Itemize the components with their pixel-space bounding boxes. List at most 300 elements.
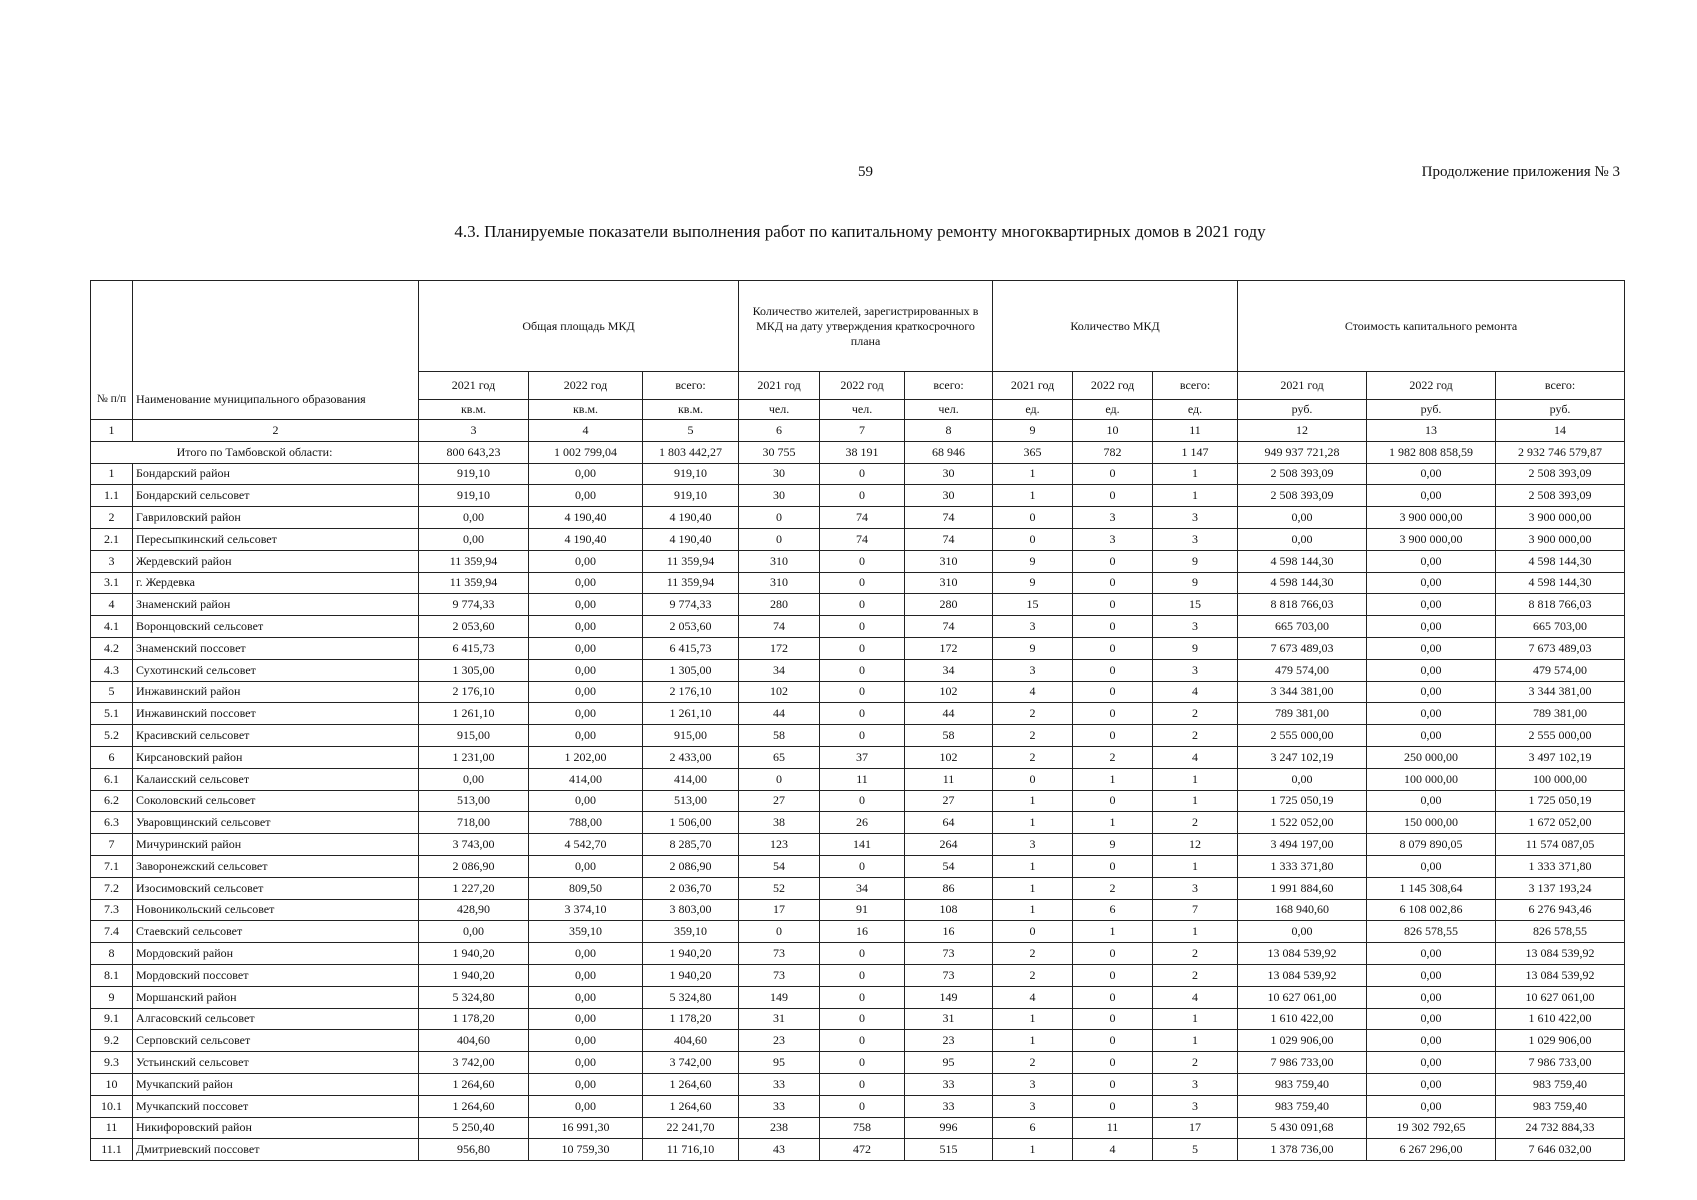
cell-value: 8 079 890,05 [1367,834,1496,856]
cell-value: 2 086,90 [419,855,529,877]
cell-value: 4 598 144,30 [1238,572,1367,594]
cell-value: 7 986 733,00 [1496,1052,1625,1074]
cell-value: 0,00 [529,594,643,616]
cell-value: 0 [1073,572,1153,594]
cell-num: 7.3 [91,899,133,921]
cell-value: 0 [820,1095,905,1117]
table-row [91,1052,1625,1074]
cell-num: 3 [91,550,133,572]
cell-value: 1 940,20 [419,964,529,986]
column-number: 12 [1238,420,1367,442]
cell-value: 2 [1073,746,1153,768]
cell-value: 1 178,20 [419,1008,529,1030]
cell-num: 3.1 [91,572,133,594]
cell-value: 1 [993,485,1073,507]
cell-value: 0,00 [1367,1008,1496,1030]
cell-value: 3 [1153,616,1238,638]
cell-value: 0,00 [1367,1073,1496,1095]
cell-value: 0 [1073,550,1153,572]
table-row [91,790,1625,812]
cell-value: 0 [1073,790,1153,812]
cell-value: 983 759,40 [1238,1095,1367,1117]
cell-value: 1 [1153,790,1238,812]
cell-value: 2 508 393,09 [1238,485,1367,507]
cell-value: 13 084 539,92 [1496,943,1625,965]
cell-value: 9 [993,572,1073,594]
cell-value: 2 053,60 [643,616,739,638]
cell-value: 365 [993,441,1073,463]
cell-value: 11 [820,768,905,790]
capital-repair-table [90,280,1625,1161]
cell-value: 13 084 539,92 [1496,964,1625,986]
cell-num: 6 [91,746,133,768]
cell-name: Уваровщинский сельсовет [133,812,419,834]
cell-value: 5 250,40 [419,1117,529,1139]
cell-value: 1 [993,812,1073,834]
cell-value: 7 986 733,00 [1238,1052,1367,1074]
cell-value: 1 982 808 858,59 [1367,441,1496,463]
cell-value: 665 703,00 [1238,616,1367,638]
cell-name: Кирсановский район [133,746,419,768]
cell-value: 1 [993,1008,1073,1030]
table-row [91,768,1625,790]
cell-value: 0 [820,550,905,572]
cell-value: 1 264,60 [643,1073,739,1095]
header-total: всего: [1496,372,1625,400]
cell-value: 1 940,20 [419,943,529,965]
cell-value: 0 [820,855,905,877]
table-row [91,877,1625,899]
header-year-2021: 2021 год [993,372,1073,400]
cell-value: 0,00 [529,1095,643,1117]
cell-value: 0,00 [1367,485,1496,507]
cell-value: 54 [905,855,993,877]
cell-value: 0 [820,964,905,986]
column-number: 1 [91,420,133,442]
cell-value: 1 [1153,485,1238,507]
cell-value: 102 [739,681,820,703]
cell-value: 404,60 [419,1030,529,1052]
cell-num: 11.1 [91,1139,133,1161]
cell-value: 3 900 000,00 [1367,528,1496,550]
cell-value: 2 176,10 [643,681,739,703]
cell-value: 0,00 [529,725,643,747]
cell-value: 1 333 371,80 [1238,855,1367,877]
cell-value: 0 [993,921,1073,943]
cell-value: 0 [820,1052,905,1074]
cell-value: 4 190,40 [643,507,739,529]
cell-value: 2 053,60 [419,616,529,638]
cell-value: 3 803,00 [643,899,739,921]
cell-value: 4 598 144,30 [1496,550,1625,572]
cell-value: 3 [993,659,1073,681]
cell-value: 9 [993,637,1073,659]
cell-name: Алгасовский сельсовет [133,1008,419,1030]
cell-value: 73 [905,943,993,965]
cell-value: 0,00 [419,921,529,943]
cell-value: 7 673 489,03 [1238,637,1367,659]
column-number: 10 [1073,420,1153,442]
page-number: 59 [858,164,873,180]
cell-value: 1 [1153,1008,1238,1030]
cell-value: 11 359,94 [643,550,739,572]
header-num: № п/п [91,281,133,420]
cell-value: 1 264,60 [643,1095,739,1117]
cell-value: 310 [905,550,993,572]
unit-rub: руб. [1238,400,1367,420]
table-row [91,899,1625,921]
page-title: 4.3. Планируемые показатели выполнения работ по капитальному ремонту многоквартирных домов в 2021 году [454,222,1266,241]
cell-value: 1 [993,463,1073,485]
cell-value: 141 [820,834,905,856]
cell-value: 919,10 [419,463,529,485]
cell-value: 782 [1073,441,1153,463]
cell-value: 100 000,00 [1496,768,1625,790]
cell-value: 919,10 [643,485,739,507]
cell-value: 1 725 050,19 [1238,790,1367,812]
cell-value: 1 231,00 [419,746,529,768]
cell-value: 0,00 [1367,616,1496,638]
header-year-2022: 2022 год [529,372,643,400]
cell-value: 2 [1153,725,1238,747]
cell-value: 0 [820,725,905,747]
cell-value: 1 [1153,463,1238,485]
header-area: Общая площадь МКД [419,281,739,372]
cell-value: 0 [1073,681,1153,703]
cell-value: 34 [820,877,905,899]
cell-value: 0 [820,1073,905,1095]
cell-value: 1 725 050,19 [1496,790,1625,812]
cell-value: 3 374,10 [529,899,643,921]
cell-value: 1 227,20 [419,877,529,899]
table-row [91,507,1625,529]
cell-value: 0,00 [1367,637,1496,659]
cell-value: 108 [905,899,993,921]
cell-value: 0,00 [1367,550,1496,572]
cell-value: 16 [905,921,993,943]
cell-value: 0 [993,768,1073,790]
cell-num: 10.1 [91,1095,133,1117]
cell-value: 1 264,60 [419,1073,529,1095]
header-year-2022: 2022 год [1073,372,1153,400]
cell-name: Воронцовский сельсовет [133,616,419,638]
cell-value: 1 [993,877,1073,899]
cell-name: Устьинский сельсовет [133,1052,419,1074]
column-numbers-row [91,420,1625,442]
cell-value: 7 646 032,00 [1496,1139,1625,1161]
cell-num: 1.1 [91,485,133,507]
cell-name: Мордовский район [133,943,419,965]
column-number: 14 [1496,420,1625,442]
cell-value: 31 [739,1008,820,1030]
cell-value: 149 [739,986,820,1008]
cell-num: 9 [91,986,133,1008]
cell-value: 5 430 091,68 [1238,1117,1367,1139]
table-row [91,485,1625,507]
cell-value: 4 [993,681,1073,703]
cell-value: 16 [820,921,905,943]
cell-name: Жердевский район [133,550,419,572]
cell-value: 479 574,00 [1496,659,1625,681]
table-row [91,855,1625,877]
cell-value: 414,00 [643,768,739,790]
cell-num: 9.2 [91,1030,133,1052]
table-row [91,834,1625,856]
table-row [91,659,1625,681]
table-row [91,703,1625,725]
cell-name: Бондарский район [133,463,419,485]
cell-value: 0,00 [529,550,643,572]
cell-num: 8.1 [91,964,133,986]
cell-value: 15 [1153,594,1238,616]
cell-num: 4.2 [91,637,133,659]
header-total: всего: [1153,372,1238,400]
cell-value: 17 [739,899,820,921]
cell-value: 38 191 [820,441,905,463]
table-row [91,1073,1625,1095]
cell-value: 64 [905,812,993,834]
cell-value: 0 [1073,964,1153,986]
cell-value: 34 [905,659,993,681]
cell-value: 27 [739,790,820,812]
cell-value: 2 [993,746,1073,768]
cell-value: 38 [739,812,820,834]
cell-value: 0,00 [529,659,643,681]
header-year-2022: 2022 год [820,372,905,400]
cell-value: 73 [905,964,993,986]
cell-value: 2 086,90 [643,855,739,877]
column-number: 13 [1367,420,1496,442]
table-row [91,1008,1625,1030]
cell-value: 0 [1073,1073,1153,1095]
cell-value: 826 578,55 [1496,921,1625,943]
cell-value: 3 247 102,19 [1238,746,1367,768]
cell-name: Моршанский район [133,986,419,1008]
table-row [91,1117,1625,1139]
table-row [91,1095,1625,1117]
cell-value: 515 [905,1139,993,1161]
header-year-2021: 2021 год [739,372,820,400]
cell-value: 404,60 [643,1030,739,1052]
cell-value: 0 [820,485,905,507]
cell-value: 0,00 [1367,1052,1496,1074]
cell-value: 4 542,70 [529,834,643,856]
cell-num: 4.1 [91,616,133,638]
cell-value: 4 [1153,746,1238,768]
cell-value: 0 [820,790,905,812]
cell-value: 1 145 308,64 [1367,877,1496,899]
cell-value: 9 [1153,550,1238,572]
cell-name: Никифоровский район [133,1117,419,1139]
cell-name: Дмитриевский поссовет [133,1139,419,1161]
cell-value: 11 359,94 [419,550,529,572]
cell-value: 3 [1073,528,1153,550]
cell-value: 58 [739,725,820,747]
cell-value: 0,00 [1367,1030,1496,1052]
cell-value: 1 506,00 [643,812,739,834]
cell-value: 0 [739,528,820,550]
cell-value: 11 359,94 [419,572,529,594]
cell-value: 33 [739,1073,820,1095]
column-number: 2 [133,420,419,442]
cell-value: 359,10 [643,921,739,943]
cell-value: 95 [905,1052,993,1074]
cell-value: 2 [993,725,1073,747]
cell-value: 1 991 884,60 [1238,877,1367,899]
unit-people: чел. [905,400,993,420]
cell-value: 31 [905,1008,993,1030]
cell-value: 11 716,10 [643,1139,739,1161]
cell-value: 1 029 906,00 [1496,1030,1625,1052]
cell-value: 19 302 792,65 [1367,1117,1496,1139]
cell-name: Инжавинский поссовет [133,703,419,725]
cell-value: 1 [1073,921,1153,943]
cell-value: 0,00 [529,1008,643,1030]
cell-value: 11 574 087,05 [1496,834,1625,856]
cell-value: 250 000,00 [1367,746,1496,768]
header-year-2022: 2022 год [1367,372,1496,400]
cell-value: 86 [905,877,993,899]
cell-value: 172 [905,637,993,659]
cell-value: 4 [1153,681,1238,703]
cell-value: 0,00 [529,964,643,986]
cell-value: 26 [820,812,905,834]
cell-value: 0,00 [419,507,529,529]
cell-value: 0,00 [1367,572,1496,594]
cell-value: 0 [820,703,905,725]
cell-value: 73 [739,943,820,965]
cell-value: 280 [905,594,993,616]
cell-value: 6 276 943,46 [1496,899,1625,921]
cell-value: 1 [993,1139,1073,1161]
cell-value: 2 [1153,812,1238,834]
cell-value: 1 [1153,855,1238,877]
cell-value: 149 [905,986,993,1008]
cell-value: 2 [1153,943,1238,965]
cell-value: 0,00 [1238,507,1367,529]
cell-name: Серповский сельсовет [133,1030,419,1052]
cell-value: 0,00 [1367,703,1496,725]
unit-area: кв.м. [643,400,739,420]
cell-num: 1 [91,463,133,485]
cell-value: 0,00 [1238,921,1367,943]
cell-name: Знаменский поссовет [133,637,419,659]
cell-value: 8 285,70 [643,834,739,856]
cell-value: 1 002 799,04 [529,441,643,463]
table-row [91,964,1625,986]
cell-value: 102 [905,681,993,703]
cell-value: 789 381,00 [1238,703,1367,725]
cell-value: 0,00 [1367,725,1496,747]
cell-value: 800 643,23 [419,441,529,463]
cell-value: 1 [993,1030,1073,1052]
cell-value: 24 732 884,33 [1496,1117,1625,1139]
cell-value: 2 [993,964,1073,986]
cell-value: 1 [1153,1030,1238,1052]
cell-name: Знаменский район [133,594,419,616]
cell-value: 30 [739,463,820,485]
cell-value: 9 774,33 [643,594,739,616]
cell-value: 0,00 [529,790,643,812]
cell-value: 1 [993,899,1073,921]
cell-value: 3 [993,834,1073,856]
cell-value: 0 [820,659,905,681]
cell-value: 4 598 144,30 [1496,572,1625,594]
cell-num: 8 [91,943,133,965]
table-row [91,637,1625,659]
cell-value: 0 [820,1008,905,1030]
cell-value: 10 759,30 [529,1139,643,1161]
cell-value: 3 137 193,24 [1496,877,1625,899]
cell-value: 4 190,40 [529,528,643,550]
cell-value: 0 [1073,485,1153,507]
column-number: 4 [529,420,643,442]
cell-value: 956,80 [419,1139,529,1161]
cell-value: 0 [739,768,820,790]
cell-value: 33 [905,1073,993,1095]
cell-value: 37 [820,746,905,768]
cell-value: 3 [1153,659,1238,681]
cell-value: 54 [739,855,820,877]
cell-value: 0 [1073,725,1153,747]
cell-value: 74 [905,507,993,529]
cell-value: 4 [1153,986,1238,1008]
cell-value: 1 610 422,00 [1496,1008,1625,1030]
header-cost: Стоимость капитального ремонта [1238,281,1625,372]
cell-num: 2 [91,507,133,529]
cell-value: 2 508 393,09 [1238,463,1367,485]
cell-value: 17 [1153,1117,1238,1139]
cell-value: 0 [993,528,1073,550]
cell-value: 0 [1073,943,1153,965]
cell-value: 0,00 [419,768,529,790]
cell-value: 264 [905,834,993,856]
cell-value: 0 [993,507,1073,529]
cell-value: 0 [1073,1095,1153,1117]
appendix-note: Продолжение приложения № 3 [1421,164,1620,180]
cell-value: 3 [993,1095,1073,1117]
cell-value: 1 029 906,00 [1238,1030,1367,1052]
cell-value: 30 [739,485,820,507]
cell-value: 1 261,10 [419,703,529,725]
cell-value: 789 381,00 [1496,703,1625,725]
cell-value: 2 036,70 [643,877,739,899]
cell-value: 4 190,40 [643,528,739,550]
cell-value: 414,00 [529,768,643,790]
cell-value: 44 [739,703,820,725]
cell-value: 68 946 [905,441,993,463]
cell-value: 718,00 [419,812,529,834]
cell-value: 0 [1073,1008,1153,1030]
cell-value: 74 [905,528,993,550]
cell-value: 9 [993,550,1073,572]
cell-name: Мичуринский район [133,834,419,856]
cell-value: 0,00 [419,528,529,550]
cell-value: 665 703,00 [1496,616,1625,638]
cell-value: 3 [1153,528,1238,550]
cell-value: 919,10 [419,485,529,507]
column-number: 3 [419,420,529,442]
cell-value: 479 574,00 [1238,659,1367,681]
cell-value: 4 598 144,30 [1238,550,1367,572]
table-row [91,550,1625,572]
cell-value: 0 [820,943,905,965]
cell-value: 65 [739,746,820,768]
header-year-2021: 2021 год [419,372,529,400]
cell-value: 13 084 539,92 [1238,964,1367,986]
cell-value: 1 [1073,812,1153,834]
unit-houses: ед. [993,400,1073,420]
